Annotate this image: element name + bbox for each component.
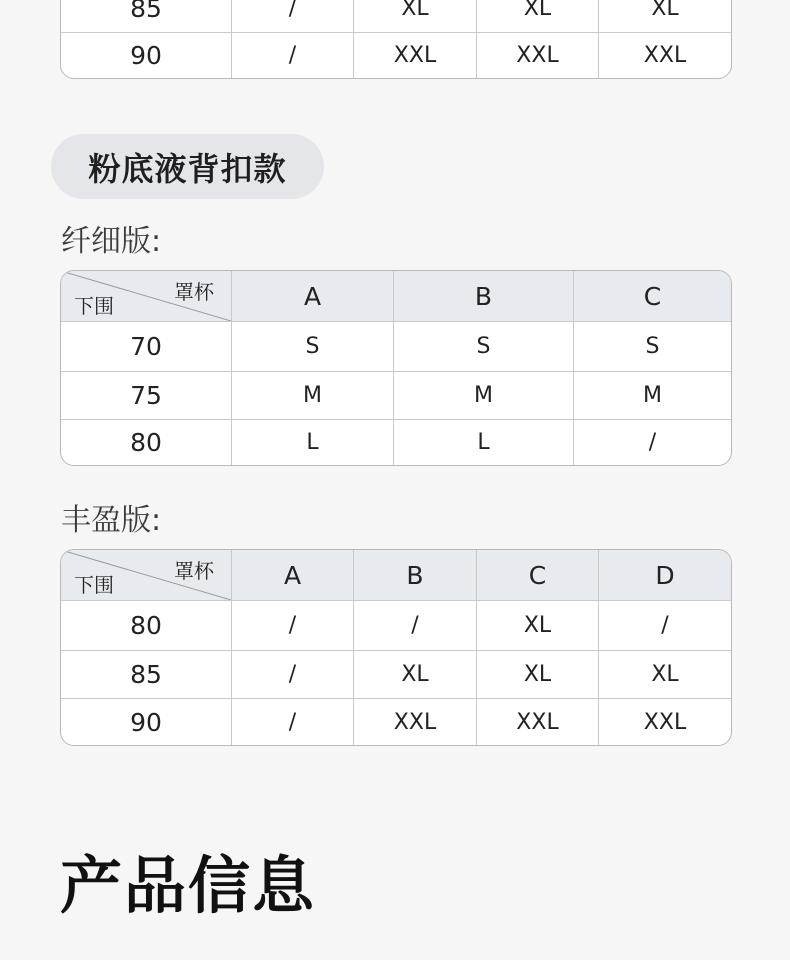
cup-label: 罩杯 [174, 280, 214, 304]
band-cell: 90 [61, 33, 232, 78]
size-cell: XL [354, 651, 477, 699]
cup-header: C [574, 271, 731, 322]
size-cell: XL [477, 601, 599, 651]
band-cell: 80 [61, 420, 232, 465]
cup-header: D [599, 550, 731, 601]
table-row [61, 699, 731, 745]
size-cell: XXL [354, 33, 477, 78]
size-cell: / [648, 430, 657, 455]
size-cell: XL [599, 0, 731, 33]
size-cell: / [354, 601, 477, 651]
size-cell: XXL [354, 699, 477, 745]
cup-header: A [232, 550, 354, 601]
table-row [61, 372, 731, 420]
cup-header: B [394, 271, 574, 322]
size-cell: / [232, 699, 354, 745]
size-cell: XL [477, 0, 599, 33]
slim-version-title: 纤细版: [61, 224, 162, 259]
size-cell: XXL [643, 43, 687, 68]
table-row [61, 651, 731, 699]
section-badge: 粉底液背扣款 [51, 134, 324, 199]
table-row [61, 322, 731, 372]
corner-header-cell [61, 271, 232, 322]
size-cell: / [599, 601, 731, 651]
table-header-row [61, 271, 731, 322]
table-row [61, 420, 731, 465]
size-cell: M [574, 372, 731, 420]
cup-header: C [477, 550, 599, 601]
size-table-slim [60, 270, 732, 466]
band-label: 下围 [74, 294, 114, 318]
size-cell: XXL [643, 709, 687, 735]
band-cell: 90 [61, 699, 232, 745]
size-cell: M [232, 372, 394, 420]
band-cell: 85 [61, 0, 232, 33]
cup-header: A [232, 271, 394, 322]
size-cell: XXL [477, 699, 599, 745]
size-table-top [60, 0, 732, 79]
size-cell: / [232, 33, 354, 78]
size-cell: XL [599, 651, 731, 699]
size-cell: L [394, 420, 574, 465]
size-cell: S [394, 322, 574, 372]
size-table-full [60, 549, 732, 746]
size-cell: / [232, 601, 354, 651]
band-label: 下围 [74, 573, 114, 597]
size-cell: / [232, 651, 354, 699]
size-cell: S [574, 322, 731, 372]
cup-header: B [354, 550, 477, 601]
table-row [61, 0, 731, 33]
size-cell: XL [354, 0, 477, 33]
size-cell: XL [477, 651, 599, 699]
table-row [61, 601, 731, 651]
full-version-title: 丰盈版: [61, 503, 162, 538]
band-cell: 85 [61, 651, 232, 699]
band-cell: 70 [61, 322, 232, 372]
size-cell: XXL [477, 33, 599, 78]
size-cell: S [232, 322, 394, 372]
table-header-row [61, 550, 731, 601]
band-cell: 80 [61, 601, 232, 651]
product-info-title: 产品信息 [60, 849, 317, 922]
corner-header-cell [61, 550, 232, 601]
size-cell: M [394, 372, 574, 420]
table-row [61, 33, 731, 78]
size-cell: L [232, 420, 394, 465]
size-cell: / [232, 0, 354, 33]
band-cell: 75 [61, 372, 232, 420]
cup-label: 罩杯 [174, 559, 214, 583]
